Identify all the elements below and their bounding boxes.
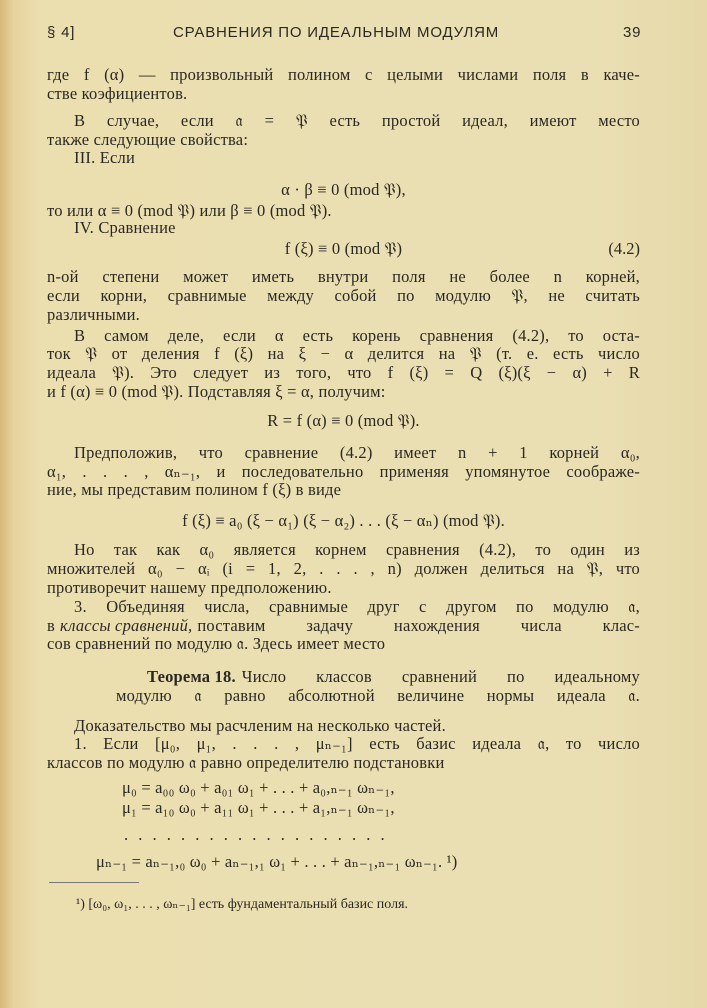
equation-number: (4.2) [608, 239, 640, 258]
formula: μ₀ = a₀₀ ω₀ + a₀₁ ω₁ + . . . + a₀,ₙ₋₁ ωₙ₋₁, [122, 778, 395, 797]
text-line: ток 𝔓 от деления f (ξ) на ξ − α делится на 𝔓 (т. е. есть число [47, 344, 640, 363]
page-number: 39 [623, 24, 642, 41]
formula: μ₁ = a₁₀ ω₀ + a₁₁ ω₁ + . . . + a₁,ₙ₋₁ ωₙ₋₁, [122, 798, 395, 817]
running-title: СРАВНЕНИЯ ПО ИДЕАЛЬНЫМ МОДУЛЯМ [173, 24, 500, 41]
text-line: ние, мы представим полином f (ξ) в виде [47, 480, 342, 499]
text-line: противоречит нашему предположению. [47, 578, 332, 597]
text-line: n-ой степени может иметь внутри поля не более n корней, [47, 267, 640, 286]
text-fragment: поставим задачу нахождения числа клас- [197, 616, 640, 635]
footnote: ¹) [ω₀, ω₁, . . . , ωₙ₋₁] есть фундаментальный базис поля. [76, 897, 409, 912]
text-line: различными. [47, 305, 140, 324]
text-line: также следующие свойства: [47, 130, 249, 149]
formula: μₙ₋₁ = aₙ₋₁,₀ ω₀ + aₙ₋₁,₁ ω₁ + . . . + aₙ₋₁,ₙ₋₁ ωₙ₋₁. ¹) [96, 852, 458, 871]
text-fragment: в [47, 616, 55, 635]
text-line: 3. Объединяя числа, сравнимые друг с другом по модулю 𝔞, [74, 597, 640, 616]
theorem-text: модулю 𝔞 равно абсолютной величине нормы идеала 𝔞. [116, 686, 640, 705]
text-line: α₁, . . . , αₙ₋₁, и последовательно применяя упомянутое соображе- [47, 462, 640, 481]
text-line: В случае, если 𝔞 = 𝔓 есть простой идеал, имеют место [74, 111, 640, 130]
text-line: стве коэфициентов. [47, 84, 188, 103]
text-line: идеала 𝔓). Это следует из того, что f (ξ) = Q (ξ)(ξ − α) + R [47, 363, 640, 382]
footnote-divider [49, 882, 139, 883]
text-line: Доказательство мы расчленим на несколько частей. [74, 716, 446, 735]
text-line: множителей α₀ − αᵢ (i = 1, 2, . . . , n) должен делиться на 𝔓, что [47, 559, 640, 578]
italic-term: классы сравнений, [60, 616, 193, 635]
text-line: 1. Если [μ₀, μ₁, . . . , μₙ₋₁] есть базис идеала 𝔞, то число [74, 734, 640, 753]
text-line: В самом деле, если α есть корень сравнения (4.2), то оста- [74, 326, 640, 345]
text-line: IV. Сравнение [74, 218, 176, 237]
section-marker: § 4] [47, 24, 76, 41]
formula: α · β ≡ 0 (mod 𝔓), [281, 180, 406, 199]
text-line: где f (α) — произвольный полином с целыми числами поля в каче- [47, 65, 640, 84]
formula-ellipsis: . . . . . . . . . . . . . . . . . . . [124, 825, 388, 844]
text-line: и f (α) ≡ 0 (mod 𝔓). Подставляя ξ = α, получим: [47, 382, 386, 401]
text-line: Предположив, что сравнение (4.2) имеет n + 1 корней α₀, [74, 443, 640, 462]
theorem-line [147, 667, 640, 687]
text-line: III. Если [74, 148, 136, 167]
text-line: Но так как α₀ является корнем сравнения (4.2), то один из [74, 540, 640, 559]
text-line: то или α ≡ 0 (mod 𝔓) или β ≡ 0 (mod 𝔓). [47, 201, 332, 220]
formula: R = f (α) ≡ 0 (mod 𝔓). [267, 411, 420, 430]
formula: f (ξ) ≡ 0 (mod 𝔓) [284, 239, 403, 258]
text-line [47, 616, 640, 636]
theorem-label: Теорема 18. [147, 667, 236, 686]
text-line: если корни, сравнимые между собой по модулю 𝔓, не считать [47, 286, 640, 305]
text-line: сов сравнений по модулю 𝔞. Здесь имеет место [47, 634, 386, 653]
theorem-text: Число классов сравнений по идеальному [241, 667, 640, 686]
formula: f (ξ) ≡ a₀ (ξ − α₁) (ξ − α₂) . . . (ξ − αₙ) (mod 𝔓). [182, 511, 505, 530]
text-line: классов по модулю 𝔞 равно определителю подстановки [47, 753, 445, 772]
